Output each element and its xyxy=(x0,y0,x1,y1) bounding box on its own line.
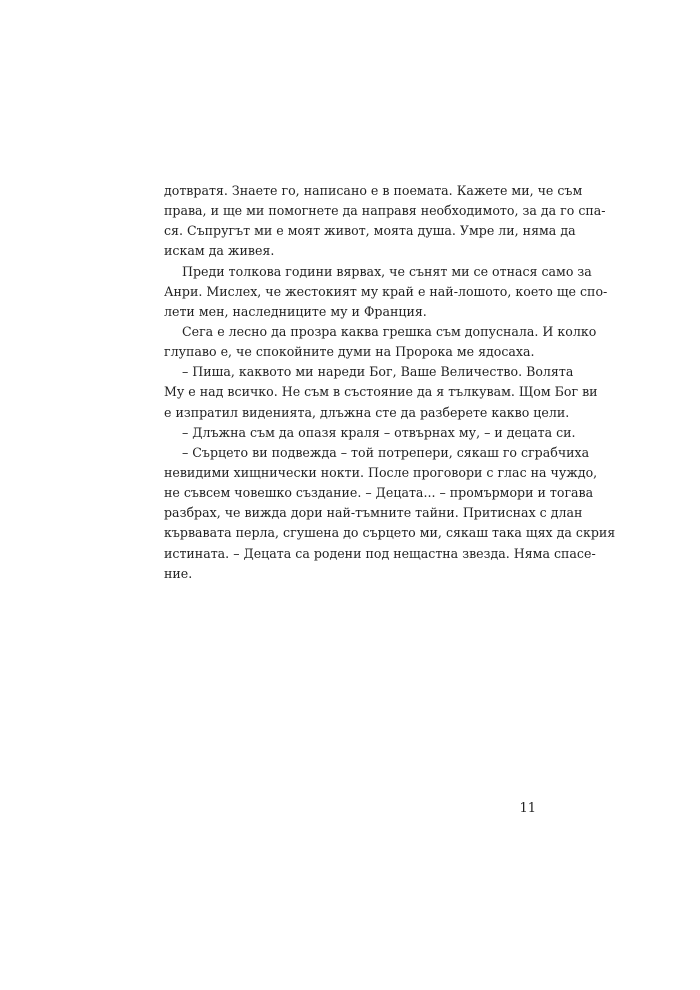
text-line: Преди толкова години вярвах, че сънят ми се отнася само за xyxy=(182,263,592,279)
text-line: ние. xyxy=(164,565,193,581)
text-line: невидими хищнически нокти. После проговори с глас на чуждо, xyxy=(164,464,598,480)
text-line: – Длъжна съм да опазя краля – отвърнах му, – и децата си. xyxy=(182,424,576,440)
text-line: глупаво е, че спокойните думи на Пророка ме ядосаха. xyxy=(164,344,535,360)
text-line: права, и ще ми помогнете да направя необходимото, за да го спа- xyxy=(164,203,606,219)
text-line: не съвсем човешко създание. – Децата... – промърмори и тогава xyxy=(164,485,594,501)
text-line: е изпратил виденията, длъжна сте да разберете какво цели. xyxy=(164,404,570,420)
text-line: искам да живея. xyxy=(164,243,275,259)
text-line: кървавата перла, сгушена до сърцето ми, сякаш така щях да скрия xyxy=(164,525,616,541)
text-line: разбрах, че вижда дори най-тъмните тайни. Притиснах с длан xyxy=(164,505,583,521)
text-line: истината. – Децата са родени под нещастна звезда. Няма спасе- xyxy=(164,545,596,561)
text-line: лети мен, наследниците му и Франция. xyxy=(164,303,427,319)
page-number: 11 xyxy=(519,801,536,816)
body-text xyxy=(164,181,616,584)
text-line: ся. Съпругът ми е моят живот, моята душа. Умре ли, няма да xyxy=(164,223,576,239)
text-line: – Пиша, каквото ми нареди Бог, Ваше Величество. Волята xyxy=(182,364,574,380)
text-line: Сега е лесно да прозра каква грешка съм допуснала. И колко xyxy=(182,323,597,339)
text-line: Му е над всичко. Не съм в състояние да я тълкувам. Щом Бог ви xyxy=(164,384,598,400)
text-line: – Сърцето ви подвежда – той потрепери, сякаш го сграбчиха xyxy=(182,444,590,460)
text-line: дотвратя. Знаете го, написано е в поемата. Кажете ми, че съм xyxy=(164,183,583,198)
text-line: Анри. Мислех, че жестокият му край е най-лошото, което ще спо- xyxy=(164,283,608,299)
